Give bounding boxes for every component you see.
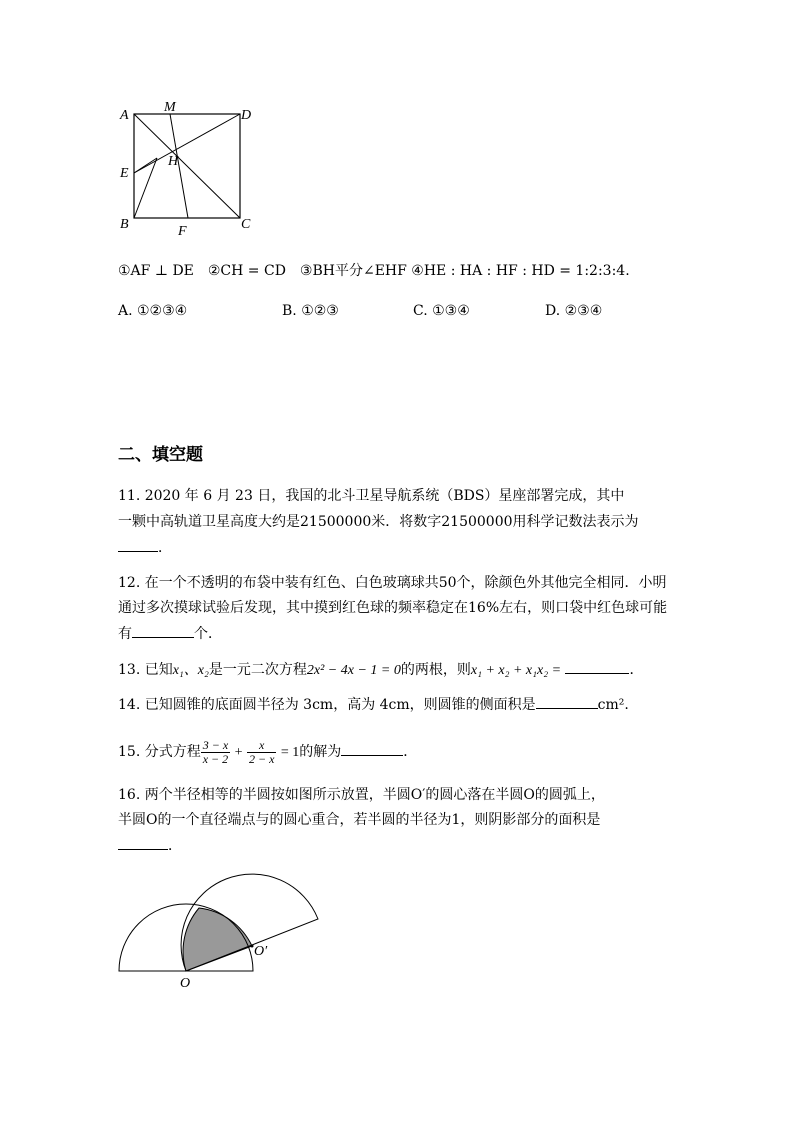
q14-answer-blank[interactable] (536, 695, 598, 709)
section-title: 二、填空题 (118, 445, 203, 465)
q14-line: 14. 已知圆锥的底面圆半径为 3cm，高为 4cm，则圆锥的侧面积是 cm². (118, 697, 629, 713)
label-h: H (168, 154, 179, 169)
q16-line2: 半圆O的一个直径端点与的圆心重合，若半圆的半径为1，则阴影部分的面积是 (118, 812, 601, 828)
q13-answer-blank[interactable] (565, 660, 629, 674)
q10-conditions: ①AF ⊥ DE ②CH = CD ③BH平分∠EHF ④HE : HA : HF : HD = 1:2:3:4. (118, 263, 630, 279)
label-d: D (241, 108, 252, 123)
segment-ed (134, 114, 240, 173)
segment-ac (134, 114, 240, 218)
q10-option-a: A. ①②③④ (118, 303, 188, 319)
q11-line3: ． (118, 538, 172, 556)
q15-fraction-1: $\frac{3 - x}{x - 2}$ (202, 737, 229, 766)
label-c: C (241, 217, 251, 232)
q10-option-d: D. ②③④ (545, 303, 603, 319)
q15-answer-blank[interactable] (341, 742, 403, 756)
q12-line2: 通过多次摸球试验后发现，其中摸到红色球的频率稳定在16%左右，则口袋中红色球可能 (118, 600, 668, 616)
label-o-prime: O′ (254, 944, 268, 959)
q13-line: 13. 已知x₁、x₂是一元二次方程2x² − 4x − 1 = 0的两根，则x₁ + x₂ + x₁x₂ = ． (118, 662, 644, 678)
q11-answer-blank[interactable] (118, 538, 158, 552)
q12-line3: 有 个． (118, 626, 222, 642)
label-e: E (120, 166, 129, 181)
label-b: B (120, 217, 129, 232)
q16-line3: ． (118, 836, 182, 854)
q11-line2: 一颗中高轨道卫星高度大约是21500000米．将数字21500000用科学记数法表示为 (118, 514, 639, 530)
label-o: O (180, 976, 191, 991)
q10-option-c: C. ①③④ (413, 303, 470, 319)
q10-option-b: B. ①②③ (282, 303, 339, 319)
semicircles-figure (110, 865, 330, 995)
q16-answer-blank[interactable] (118, 836, 168, 850)
q15-line: 15. 分式方程 $\frac{3 - x}{x - 2}$ + $\frac{x}{2 - x}$ = 1的解为 ． (118, 737, 418, 766)
label-m: M (164, 100, 176, 115)
shaded-region (183, 908, 252, 971)
q11-line1: 11. 2020 年 6 月 23 日，我国的北斗卫星导航系统（BDS）星座部署完成，其中 (118, 488, 625, 504)
q15-fraction-2: $\frac{x}{2 - x}$ (248, 737, 275, 766)
q12-line1: 12. 在一个不透明的布袋中装有红色、白色玻璃球共50个，除颜色外其他完全相同．小明 (118, 575, 667, 591)
square-figure (110, 95, 280, 240)
segment-eh-ext (134, 158, 157, 173)
q12-answer-blank[interactable] (132, 624, 194, 638)
q16-line1: 16. 两个半径相等的半圆按如图所示放置，半圆O′的圆心落在半圆O的圆弧上， (118, 787, 605, 803)
label-a: A (120, 108, 129, 123)
label-f: F (178, 224, 187, 239)
